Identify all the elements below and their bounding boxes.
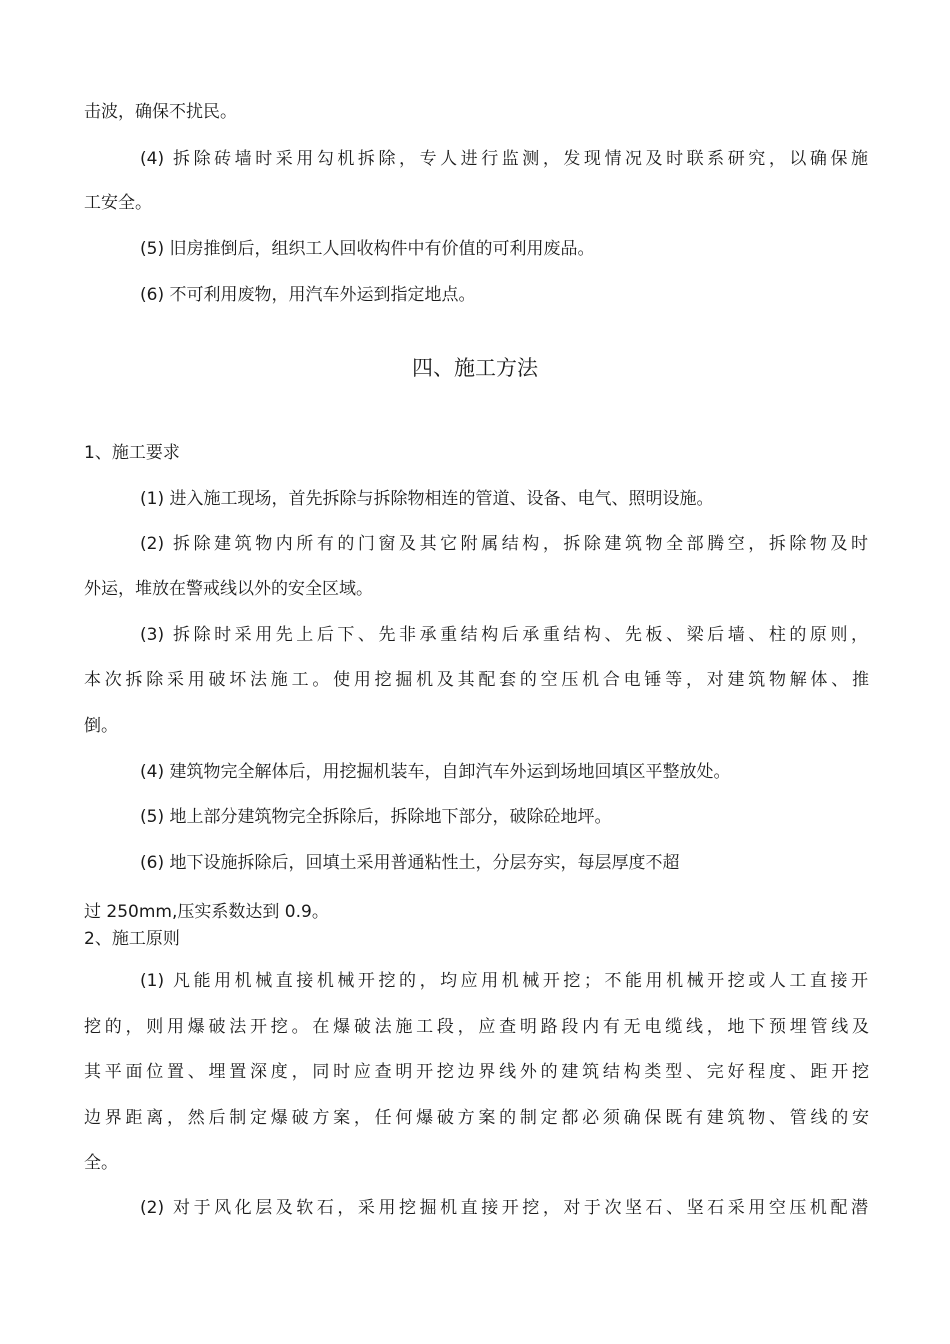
paragraph-line: 挖的，则用爆破法开挖。在爆破法施工段，应查明路段内有无电缆线，地下预埋管线及: [84, 1017, 869, 1037]
subsection-heading: 2、施工原则: [84, 929, 180, 949]
paragraph-line: (6) 地下设施拆除后，回填土采用普通粘性土，分层夯实，每层厚度不超: [140, 853, 680, 873]
paragraph-line: 击波，确保不扰民。: [84, 102, 237, 122]
paragraph-line: (4) 建筑物完全解体后，用挖掘机装车，自卸汽车外运到场地回填区平整放处。: [140, 762, 731, 782]
paragraph-line: 外运，堆放在警戒线以外的安全区域。: [84, 579, 373, 599]
paragraph-line: (6) 不可利用废物，用汽车外运到指定地点。: [140, 285, 476, 305]
paragraph-line: 全。: [84, 1153, 118, 1173]
paragraph-line: (5) 旧房推倒后，组织工人回收构件中有价值的可利用废品。: [140, 239, 595, 259]
subsection-heading: 1、施工要求: [84, 443, 180, 463]
paragraph-line: (5) 地上部分建筑物完全拆除后，拆除地下部分，破除砼地坪。: [140, 807, 612, 827]
paragraph-line: (4) 拆除砖墙时采用勾机拆除，专人进行监测，发现情况及时联系研究，以确保施: [140, 149, 868, 169]
paragraph-line: (2) 对于风化层及软石，采用挖掘机直接开挖，对于次坚石、坚石采用空压机配潜: [140, 1198, 868, 1218]
paragraph-line: 其平面位置、埋置深度，同时应查明开挖边界线外的建筑结构类型、完好程度、距开挖: [84, 1062, 869, 1082]
paragraph-line: (1) 凡能用机械直接机械开挖的，均应用机械开挖；不能用机械开挖或人工直接开: [140, 971, 868, 991]
paragraph-line: 本次拆除采用破坏法施工。使用挖掘机及其配套的空压机合电锤等，对建筑物解体、推: [84, 670, 869, 690]
paragraph-line: (2) 拆除建筑物内所有的门窗及其它附属结构，拆除建筑物全部腾空，拆除物及时: [140, 534, 868, 554]
paragraph-line: (3) 拆除时采用先上后下、先非承重结构后承重结构、先板、梁后墙、柱的原则，: [140, 625, 868, 645]
section-heading: 四、施工方法: [412, 356, 538, 380]
paragraph-line: 过 250mm,压实系数达到 0.9。: [84, 902, 329, 922]
paragraph-line: (1) 进入施工现场，首先拆除与拆除物相连的管道、设备、电气、照明设施。: [140, 489, 714, 509]
paragraph-line: 工安全。: [84, 193, 152, 213]
paragraph-line: 倒。: [84, 716, 118, 736]
paragraph-line: 边界距离，然后制定爆破方案，任何爆破方案的制定都必须确保既有建筑物、管线的安: [84, 1108, 869, 1128]
